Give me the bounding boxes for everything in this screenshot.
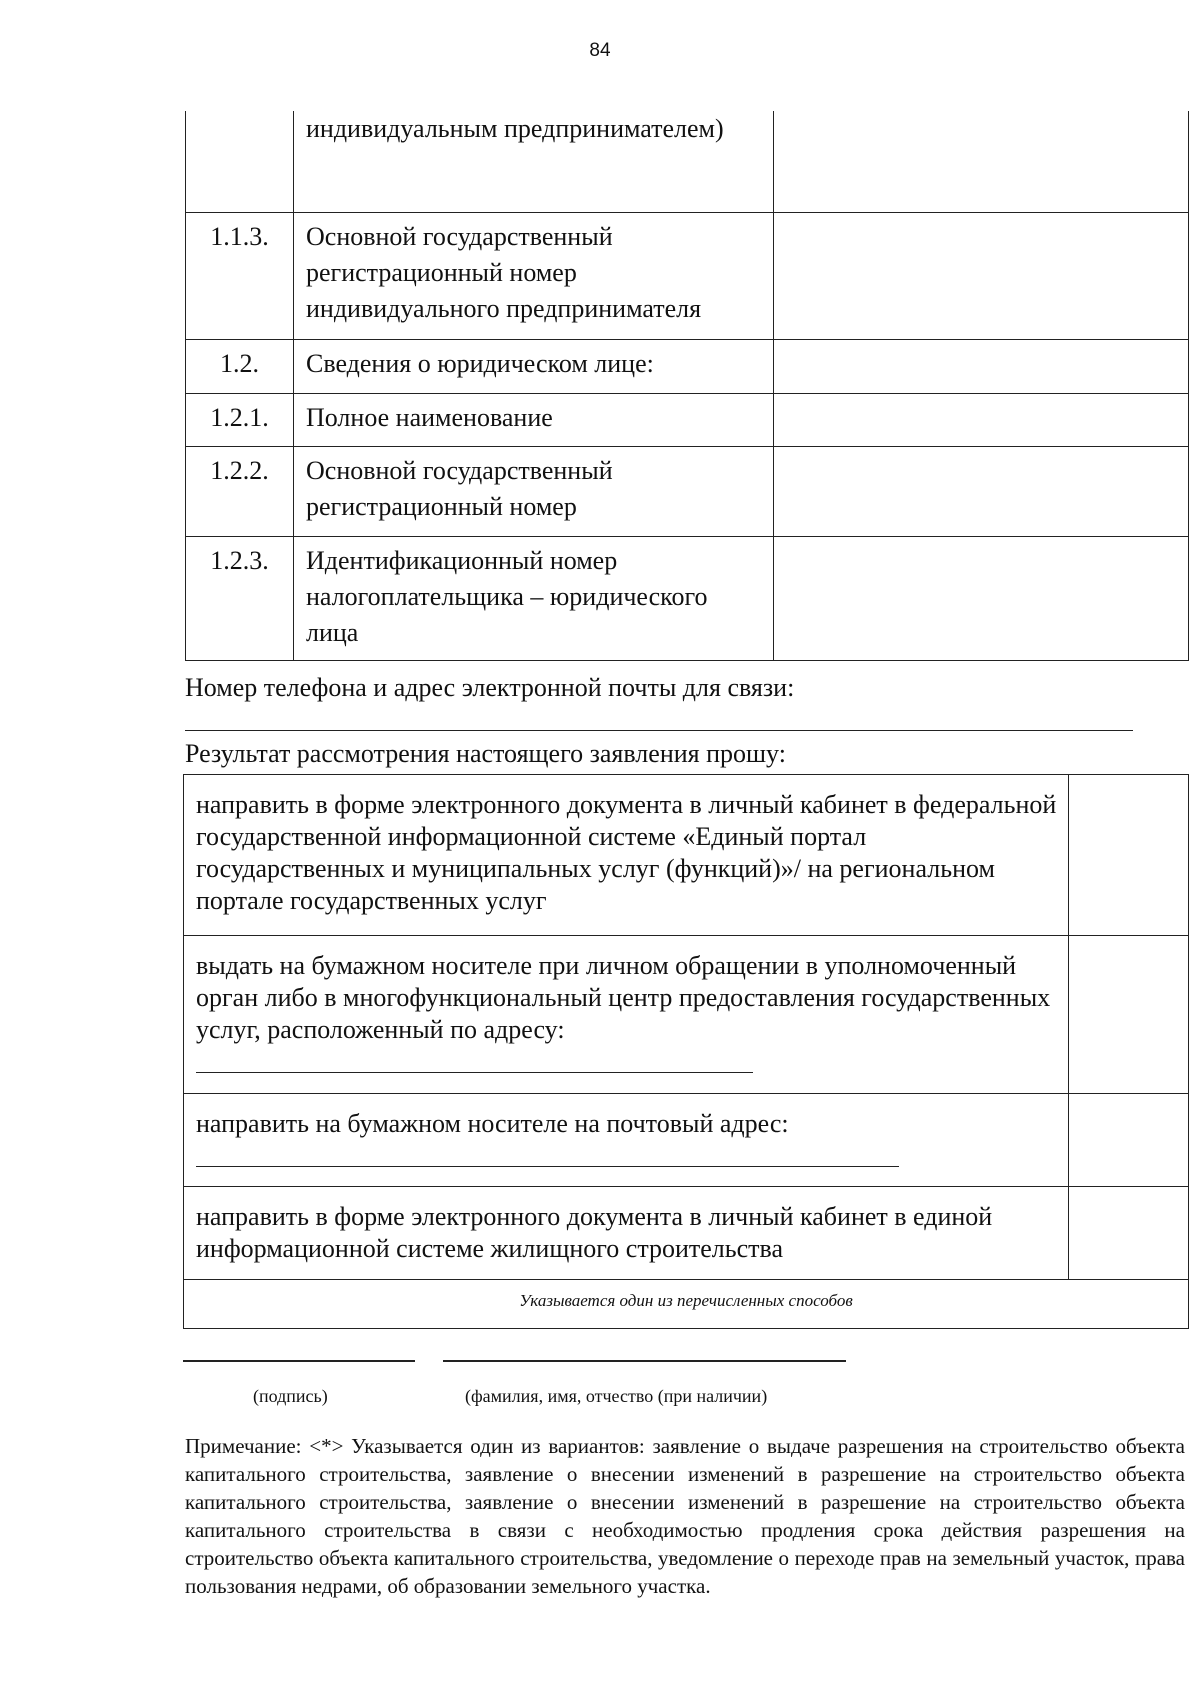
row-value-field[interactable] — [774, 393, 1189, 446]
row-label: индивидуальным предпринимателем) — [294, 111, 774, 212]
option-checkbox[interactable] — [1069, 936, 1189, 1094]
table-row — [186, 111, 1189, 212]
row-value-field[interactable] — [774, 111, 1189, 212]
contact-label: Номер телефона и адрес электронной почты для связи: — [185, 673, 795, 702]
option-text — [184, 1094, 1069, 1187]
table-row — [184, 936, 1189, 1094]
row-label: Основной государственный регистрационный номер индивидуального предпринимателя — [294, 212, 774, 339]
row-number: 1.2.2. — [186, 446, 294, 536]
row-value-field[interactable] — [774, 536, 1189, 660]
result-heading: Результат рассмотрения настоящего заявления прошу: — [185, 739, 786, 768]
option-checkbox[interactable] — [1069, 775, 1189, 936]
row-value-field[interactable] — [774, 212, 1189, 339]
address-input-line[interactable] — [196, 1046, 753, 1073]
row-number: 1.2.1. — [186, 393, 294, 446]
option-text: направить в форме электронного документа в личный кабинет в единой информационной системе жилищного строительства — [184, 1187, 1069, 1280]
row-label: Основной государственный регистрационный номер — [294, 446, 774, 536]
page-number: 84 — [589, 40, 611, 61]
applicant-info-table — [185, 111, 1189, 661]
full-name-line[interactable] — [443, 1360, 846, 1362]
row-number: 1.2.3. — [186, 536, 294, 660]
contact-input-line[interactable] — [185, 730, 1133, 731]
result-method-table — [183, 774, 1189, 1329]
option-text-label: направить на бумажном носителе на почтовый адрес: — [196, 1109, 789, 1138]
signature-line[interactable] — [183, 1360, 415, 1362]
table-row — [186, 393, 1189, 446]
row-value-field[interactable] — [774, 446, 1189, 536]
table-row — [184, 1280, 1189, 1329]
footnote-remark: Примечание: <*> Указывается один из вариантов: заявление о выдаче разрешения на строительство объекта капитального строительства, заявление о внесении изменений в разрешение на строительство объекта капитального строительства, заявление о внесении изменений в разрешение на строительство объекта капитального строительства в связи с необходимостью продления срока действия разрешения на строительство объекта капитального строительства, уведомление о переходе прав на земельный участок, права пользования недрами, об образовании земельного участка. — [185, 1434, 1185, 1598]
full-name-label: (фамилия, имя, отчество (при наличии) — [465, 1386, 768, 1406]
option-text-label: выдать на бумажном носителе при личном обращении в уполномоченный орган либо в многофункциональный центр предоставления государственных услуг, расположенный по адресу: — [196, 951, 1051, 1044]
option-text — [184, 936, 1069, 1094]
row-number: 1.1.3. — [186, 212, 294, 339]
row-label: Полное наименование — [294, 393, 774, 446]
table-row — [184, 1187, 1189, 1280]
table-row — [186, 446, 1189, 536]
row-number: 1.2. — [186, 339, 294, 393]
row-number — [186, 111, 294, 212]
note-text: Указывается один из перечисленных способов — [184, 1280, 1189, 1329]
table-row — [186, 212, 1189, 339]
row-value-field[interactable] — [774, 339, 1189, 393]
table-row — [186, 339, 1189, 393]
option-checkbox[interactable] — [1069, 1187, 1189, 1280]
table-row — [184, 1094, 1189, 1187]
option-checkbox[interactable] — [1069, 1094, 1189, 1187]
table-row — [184, 775, 1189, 936]
row-label: Сведения о юридическом лице: — [294, 339, 774, 393]
option-text: направить в форме электронного документа в личный кабинет в федеральной государственной информационной системе «Единый портал государственных и муниципальных услуг (функций)»/ на региональном портале государственных услуг — [184, 775, 1069, 936]
postal-address-input-line[interactable] — [196, 1140, 899, 1167]
table-row — [186, 536, 1189, 660]
signature-label: (подпись) — [253, 1386, 328, 1406]
row-label: Идентификационный номер налогоплательщика – юридического лица — [294, 536, 774, 660]
